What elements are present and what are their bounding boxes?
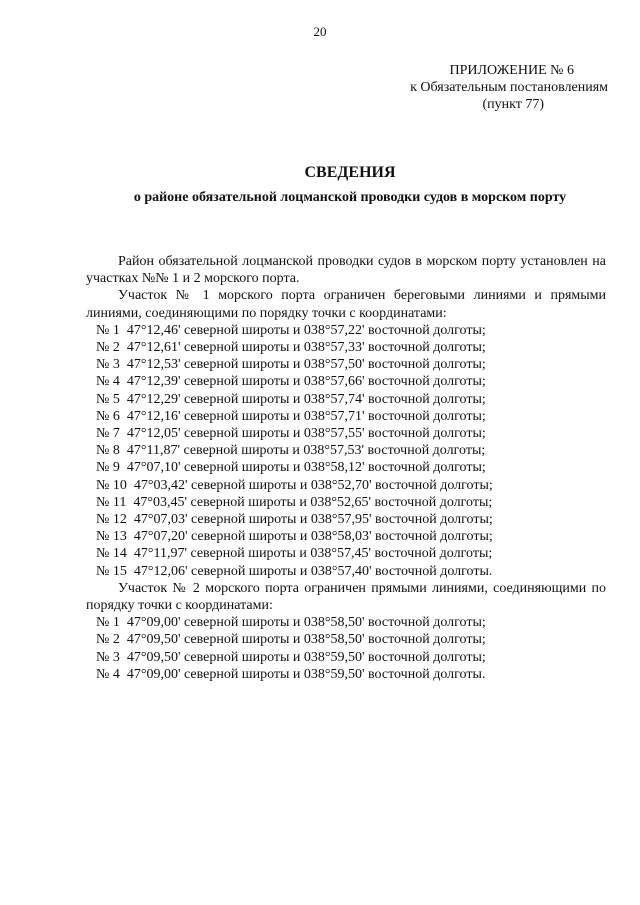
point-number: № 5 [96,391,120,407]
coordinate-point [86,322,606,339]
coordinate-point [86,339,606,356]
point-coordinates: 47°03,45' северной широты и 038°52,65' восточной долготы; [133,494,493,510]
point-coordinates: 47°12,61' северной широты и 038°57,33' восточной долготы; [126,340,486,356]
coordinate-point [86,511,606,528]
point-coordinates: 47°12,05' северной широты и 038°57,55' восточной долготы; [126,426,486,442]
document-heading [0,164,640,206]
point-number: № 4 [96,666,120,682]
point-coordinates: 47°11,97' северной широты и 038°57,45' восточной долготы; [133,546,493,562]
point-number: № 15 [96,563,127,579]
heading-subtitle: о районе обязательной лоцманской проводки судов в морском порту [133,190,567,205]
coordinate-point [86,545,606,562]
document-body [86,253,606,683]
heading-title: СВЕДЕНИЯ [304,164,396,181]
point-coordinates: 47°12,46' северной широты и 038°57,22' восточной долготы; [126,322,486,338]
point-number: № 7 [96,426,120,442]
point-number: № 2 [96,632,120,648]
point-number: № 9 [96,460,120,476]
point-number: № 3 [96,357,120,373]
coordinate-point [86,563,606,580]
coordinate-point [86,477,606,494]
point-coordinates: 47°12,39' северной широты и 038°57,66' восточной долготы; [126,374,486,390]
point-number: № 13 [96,529,127,545]
page-number: 20 [313,24,327,39]
coordinate-point [86,494,606,511]
point-coordinates: 47°12,06' северной широты и 038°57,40' восточной долготы. [133,563,493,579]
coordinate-point [86,614,606,631]
point-coordinates: 47°12,29' северной широты и 038°57,74' восточной долготы; [126,391,486,407]
section1-paragraph: Участок № 1 морского порта ограничен береговыми линиями и прямыми линиями, соединяющими по порядку точки с координатами: [86,288,606,321]
point-coordinates: 47°09,50' северной широты и 038°58,50' восточной долготы; [126,632,486,648]
point-coordinates: 47°09,50' северной широты и 038°59,50' восточной долготы; [126,649,486,665]
coordinate-point [86,666,606,683]
point-coordinates: 47°11,87' северной широты и 038°57,53' восточной долготы; [126,443,486,459]
point-coordinates: 47°07,10' северной широты и 038°58,12' восточной долготы; [126,460,486,476]
point-number: № 8 [96,443,120,459]
point-number: № 12 [96,512,127,528]
coordinate-point [86,649,606,666]
point-number: № 3 [96,649,120,665]
point-number: № 1 [96,322,120,338]
point-number: № 4 [96,374,120,390]
intro-paragraph: Район обязательной лоцманской проводки судов в морском порту установлен на участках №№ 1 и 2 морского порта. [86,254,606,287]
appendix-header [348,62,608,113]
section2-paragraph: Участок № 2 морского порта ограничен прямыми линиями, соединяющими по порядку точки с координатами: [86,580,606,614]
point-number: № 10 [96,477,127,493]
appendix-point: (пункт 77) [482,97,544,112]
point-coordinates: 47°07,03' северной широты и 038°57,95' восточной долготы; [133,512,493,528]
point-coordinates: 47°07,20' северной широты и 038°58,03' восточной долготы; [133,529,493,545]
point-coordinates: 47°03,42' северной широты и 038°52,70' восточной долготы; [133,477,493,493]
point-coordinates: 47°12,53' северной широты и 038°57,50' восточной долготы; [126,357,486,373]
coordinate-point [86,528,606,545]
coordinate-point [86,356,606,373]
section1-coordinate-list [86,322,606,580]
point-number: № 1 [96,615,120,631]
coordinate-point [86,373,606,390]
coordinate-point [86,631,606,648]
coordinate-point [86,425,606,442]
point-number: № 11 [96,494,127,510]
coordinate-point [86,408,606,425]
coordinate-point [86,391,606,408]
appendix-title: ПРИЛОЖЕНИЕ № 6 [449,63,574,78]
point-coordinates: 47°12,16' северной широты и 038°57,71' восточной долготы; [126,408,486,424]
coordinate-point [86,442,606,459]
point-number: № 14 [96,546,127,562]
coordinate-point [86,459,606,476]
point-number: № 6 [96,408,120,424]
point-coordinates: 47°09,00' северной широты и 038°59,50' восточной долготы. [126,666,486,682]
appendix-subtitle: к Обязательным постановлениям [410,80,608,95]
section2-coordinate-list [86,614,606,683]
point-coordinates: 47°09,00' северной широты и 038°58,50' восточной долготы; [126,615,486,631]
point-number: № 2 [96,340,120,356]
